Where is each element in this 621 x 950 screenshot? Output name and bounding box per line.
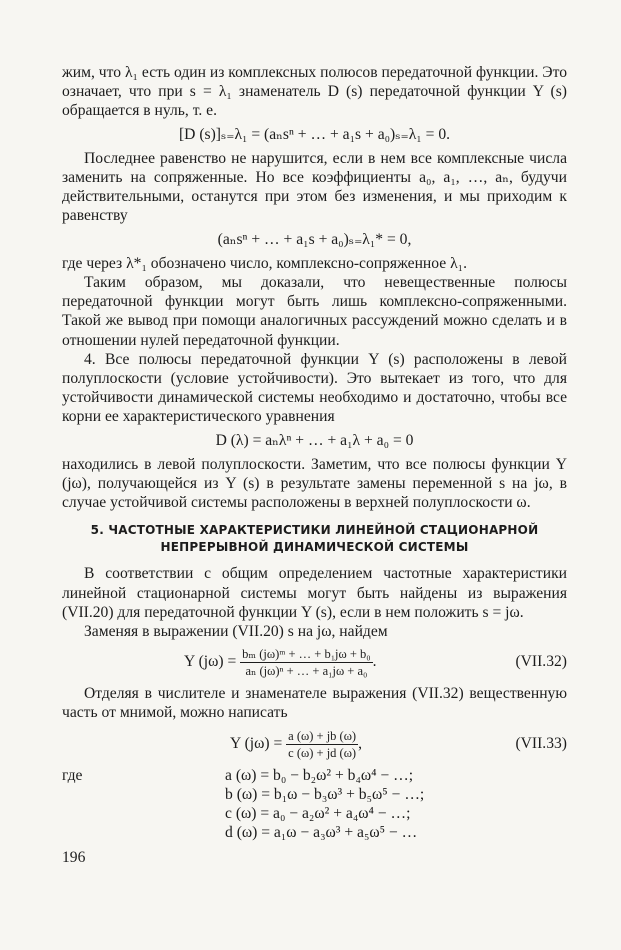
paragraph-1: жим, что λ₁ есть один из комплексных полюсов передаточной функции. Это означает, что при s = λ₁ знаменатель D (s) передаточной функции Y (s) обращается в нуль, т. е. — [62, 64, 567, 120]
series-c: c (ω) = a₀ − a₂ω² + a₄ω⁴ − …; — [225, 805, 411, 823]
eq33-denominator: c (ω) + jd (ω) — [288, 745, 357, 760]
paragraph-6: находились в левой полуплоскости. Заметим, что все полюсы функции Y (jω), получающейся из Y (s) в результате замены переменной s на jω, в случае устойчивой системы расположены в верхней полуплоскости ω. — [62, 455, 567, 512]
eq33-tail: , — [358, 734, 363, 752]
eq32-lhs: Y (jω) = — [184, 653, 237, 671]
where-block — [62, 766, 567, 843]
eq32-denominator: aₙ (jω)ⁿ + … + a₁jω + a₀ — [245, 664, 368, 679]
paragraph-3: где через λ*₁ обозначено число, комплексно-сопряженное λ₁. — [62, 254, 467, 272]
eq32-label: (VII.32) — [515, 653, 567, 671]
equation-denominator-zero: [D (s)]ₛ₌λ₁ = (aₙsⁿ + … + a₁s + a₀)ₛ₌λ₁ = 0. — [178, 125, 451, 143]
eq32-fraction — [240, 647, 373, 678]
eq33-label: (VII.33) — [515, 734, 567, 752]
paragraph-4: Таким образом, мы доказали, что невещественные полюсы передаточной функции могут быть лишь комплексно-сопряженными. Такой же вывод при помощи аналогичных рассуждений можно сделать и в отношении нулей передаточной функции. — [62, 274, 567, 349]
series-a: a (ω) = b₀ − b₂ω² + b₄ω⁴ − …; — [225, 766, 414, 784]
paragraph-5: 4. Все полюсы передаточной функции Y (s) расположены в левой полуплоскости (условие устойчивости). Это вытекает из того, что для устойчивости динамической системы необходимо и достаточно, чтобы все корни ее характеристического уравнения — [62, 350, 567, 426]
series-definitions — [225, 766, 567, 843]
eq33-lhs: Y (jω) = — [230, 734, 283, 752]
equation-conjugate: (aₙsⁿ + … + a₁s + a₀)ₛ₌λ₁* = 0, — [217, 230, 412, 248]
equation-characteristic: D (λ) = aₙλⁿ + … + a₁λ + a₀ = 0 — [215, 431, 414, 449]
eq33-numerator: a (ω) + jb (ω) — [288, 728, 357, 743]
eq32-numerator: bₘ (jω)ᵐ + … + b₁jω + b₀ — [242, 647, 371, 662]
eq32-tail: . — [372, 653, 377, 671]
where-label: где — [62, 766, 83, 784]
page-number: 196 — [62, 848, 86, 866]
paragraph-8: Заменяя в выражении (VII.20) s на jω, найдем — [84, 623, 388, 641]
series-b: b (ω) = b₁ω − b₃ω³ + b₅ω⁵ − …; — [225, 785, 425, 803]
paragraph-7: В соответствии с общим определением частотные характеристики линейной стационарной системы могут быть найдены из выражения (VII.20) для передаточной функции Y (s), если в нем положить s = jω. — [62, 565, 567, 621]
paragraph-2: Последнее равенство не нарушится, если в нем все комплексные числа заменить на сопряженные. Но все коэффициенты a₀, a₁, …, aₙ, будучи действительными, останутся при этом без изменения, и мы приходим к равенству — [62, 149, 567, 225]
eq33-fraction — [286, 729, 358, 760]
equation-vii-33 — [230, 727, 567, 761]
series-d: d (ω) = a₁ω − a₃ω³ + a₅ω⁵ − … — [225, 824, 418, 842]
equation-vii-32 — [184, 645, 567, 679]
paragraph-9: Отделяя в числителе и знаменателе выражения (VII.32) вещественную часть от мнимой, можно написать — [62, 685, 567, 722]
section-heading: 5. ЧАСТОТНЫЕ ХАРАКТЕРИСТИКИ ЛИНЕЙНОЙ СТАЦИОНАРНОЙ НЕПРЕРЫВНОЙ ДИНАМИЧЕСКОЙ СИСТЕМЫ — [90, 523, 539, 555]
